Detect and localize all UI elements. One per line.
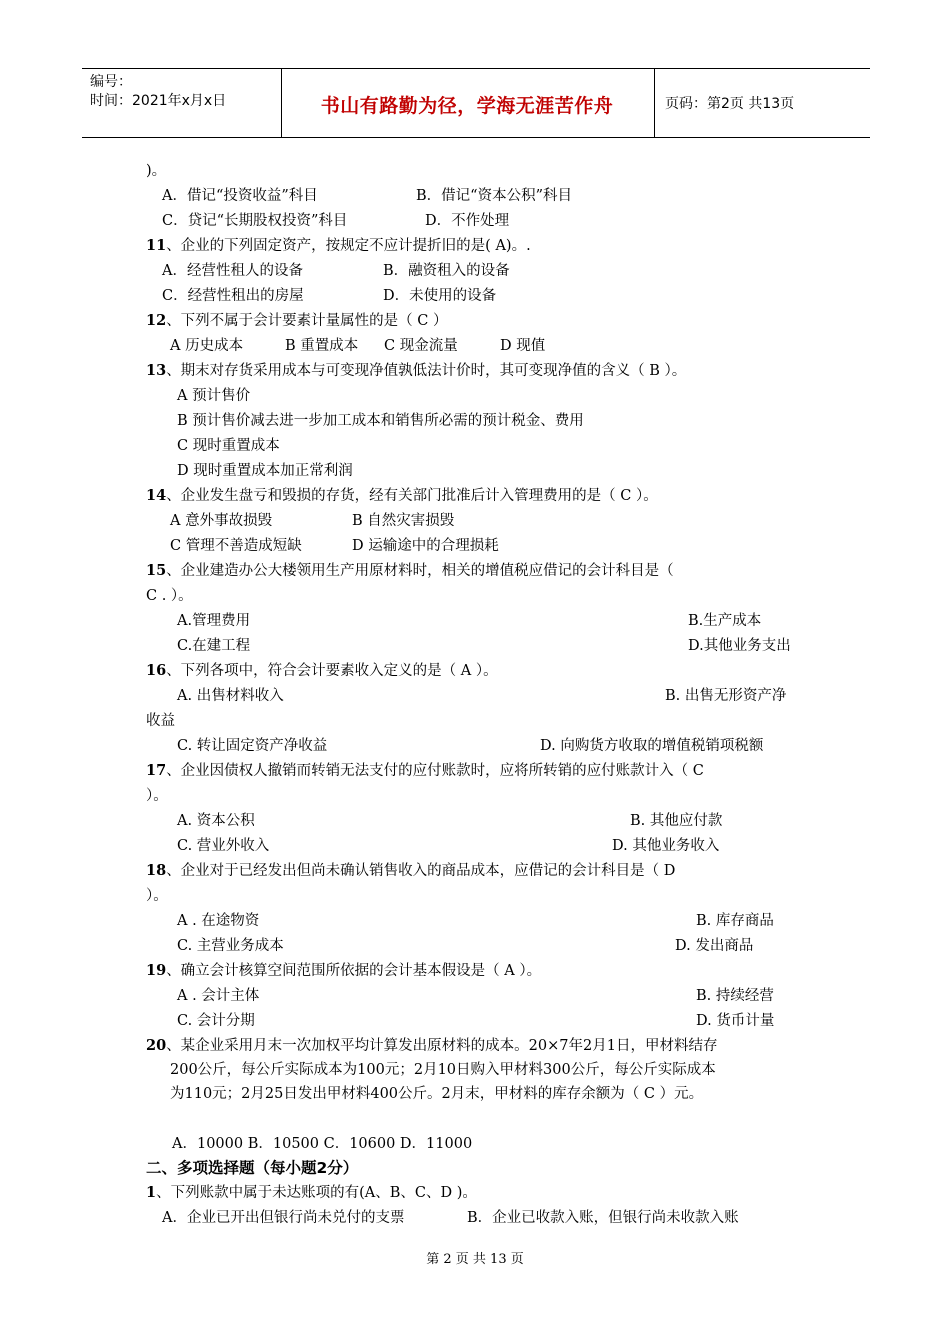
header-meta [90, 73, 226, 111]
option-b: B．融资租入的设备 [383, 263, 510, 279]
option-d: D.其他业务支出 [688, 638, 791, 654]
option-c: C．经营性租出的房屋 [162, 288, 304, 304]
question-20 [146, 1036, 717, 1056]
question-18 [146, 861, 675, 881]
option-a: A. 出售材料收入 [177, 688, 284, 704]
header-motto: 书山有路勤为径，学海无涯苦作舟 [320, 95, 614, 117]
question-14 [146, 486, 658, 506]
question-number: 13 [146, 362, 167, 379]
option-a: A 意外事故损毁 [170, 513, 273, 529]
question-16 [146, 661, 498, 681]
question-15 [146, 561, 674, 581]
option-b: B．企业已收款入账，但银行尚未收款入账 [467, 1210, 739, 1226]
option-d: D. 其他业务收入 [612, 838, 720, 854]
option-b: B. 出售无形资产净 [665, 688, 787, 704]
option-b: B. 其他应付款 [630, 813, 723, 829]
option-a: A . 会计主体 [177, 988, 260, 1004]
option-a: A 预计售价 [177, 388, 251, 404]
option-a: A．企业已开出但银行尚未兑付的支票 [162, 1210, 405, 1226]
header-divider [654, 69, 655, 137]
question-text: 、下列不属于会计要素计量属性的是（ C ） [166, 313, 448, 329]
option-c: C 现时重置成本 [177, 438, 280, 454]
option-a: A．借记“投资收益”科目 [162, 188, 318, 204]
option-c: C. 主营业务成本 [177, 938, 284, 954]
question-answer-line: ）。 [146, 888, 168, 904]
option-b: B．借记“资本公积”科目 [416, 188, 572, 204]
option-a: A . 在途物资 [177, 913, 260, 929]
question-number: 15 [146, 562, 167, 579]
question-1 [146, 1183, 477, 1203]
option-c: C. 会计分期 [177, 1013, 255, 1029]
question-number: 16 [146, 662, 167, 679]
option-c: C 现金流量 [384, 338, 458, 354]
question-text: 、某企业采用月末一次加权平均计算发出原材料的成本。20×7年2月1日，甲材料结存 [166, 1038, 718, 1054]
document-number: 编号： [90, 74, 132, 90]
question-number: 17 [146, 762, 167, 779]
question-text: 、企业因债权人撤销而转销无法支付的应付账款时，应将所转销的应付账款计入（ C [166, 763, 704, 779]
option-d: D 现值 [500, 338, 546, 354]
question-number: 11 [146, 237, 167, 254]
options-row: A．10000 B．10500 C．10600 D．11000 [172, 1136, 473, 1152]
option-a: A．经营性租人的设备 [162, 263, 303, 279]
option-c: C. 转让固定资产净收益 [177, 738, 328, 754]
option-d: D. 货币计量 [696, 1013, 775, 1029]
option-b-continued: 收益 [146, 713, 175, 729]
question-answer-line: C . ）。 [146, 588, 193, 604]
header-page-number: 页码：第2页 共13页 [665, 96, 795, 112]
question-text: 、下列账款中属于未达账项的有(A、B、C、D )。 [156, 1185, 477, 1201]
question-text: 、企业建造办公大楼领用生产用原材料时，相关的增值税应借记的会计科目是（ [166, 563, 674, 579]
option-d: D. 发出商品 [675, 938, 754, 954]
option-b: B. 库存商品 [696, 913, 774, 929]
option-d: D．不作处理 [425, 213, 510, 229]
question-text: 、企业对于已经发出但尚未确认销售收入的商品成本，应借记的会计科目是（ D [166, 863, 676, 879]
option-d: D．未使用的设备 [383, 288, 497, 304]
question-number: 1 [146, 1184, 157, 1201]
question-12 [146, 311, 448, 331]
section-heading: 二、多项选择题（每小题2分） [146, 1159, 359, 1177]
question-text: 、确立会计核算空间范围所依据的会计基本假设是（ A ）。 [166, 963, 542, 979]
option-a: A.管理费用 [177, 613, 251, 629]
option-b: B 预计售价减去进一步加工成本和销售所必需的预计税金、费用 [177, 413, 584, 429]
question-text: 、下列各项中，符合会计要素收入定义的是（ A ）。 [166, 663, 498, 679]
question-number: 20 [146, 1037, 167, 1054]
option-b: B 自然灾害损毁 [352, 513, 455, 529]
option-d: D 现时重置成本加正常利润 [177, 463, 353, 479]
question-number: 18 [146, 862, 167, 879]
option-b: B.生产成本 [688, 613, 762, 629]
question-17 [146, 761, 704, 781]
option-d: D. 向购货方收取的增值税销项税额 [540, 738, 764, 754]
option-b: B 重置成本 [285, 338, 359, 354]
option-a: A. 资本公积 [177, 813, 255, 829]
question-text-continued: 为110元；2月25日发出甲材料400公斤。2月末，甲材料的库存余额为（ C ）元。 [170, 1086, 704, 1102]
question-text: 、企业的下列固定资产，按规定不应计提折旧的是( A)。. [166, 238, 531, 254]
question-text-continued: 200公斤，每公斤实际成本为100元；2月10日购入甲材料300公斤，每公斤实际成本 [170, 1062, 716, 1078]
question-number: 14 [146, 487, 167, 504]
option-c: C．贷记“长期股权投资”科目 [162, 213, 348, 229]
option-b: B. 持续经营 [696, 988, 774, 1004]
text-line: )。 [146, 163, 167, 179]
question-number: 19 [146, 962, 167, 979]
option-a: A 历史成本 [170, 338, 244, 354]
question-text: 、期末对存货采用成本与可变现净值孰低法计价时，其可变现净值的含义（ B ）。 [166, 363, 687, 379]
option-c: C.在建工程 [177, 638, 251, 654]
option-c: C 管理不善造成短缺 [170, 538, 302, 554]
question-text: 、企业发生盘亏和毁损的存货，经有关部门批准后计入管理费用的是（ C ）。 [166, 488, 658, 504]
page-header [82, 68, 870, 138]
question-13 [146, 361, 686, 381]
question-11 [146, 236, 531, 256]
question-number: 12 [146, 312, 167, 329]
document-date: 时间：2021年x月x日 [90, 93, 227, 109]
question-answer-line: ）。 [146, 788, 168, 804]
page-footer: 第 2 页 共 13 页 [426, 1252, 524, 1267]
option-d: D 运输途中的合理损耗 [352, 538, 499, 554]
option-c: C. 营业外收入 [177, 838, 270, 854]
question-19 [146, 961, 541, 981]
